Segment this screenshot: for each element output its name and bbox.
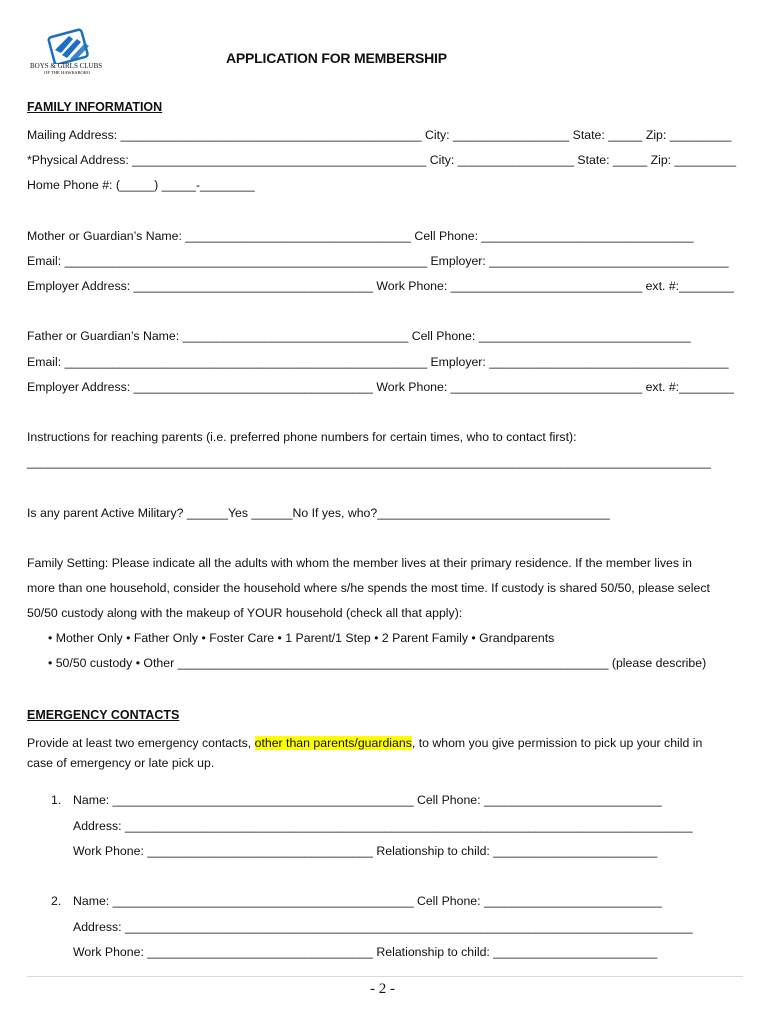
emergency-heading: EMERGENCY CONTACTS xyxy=(27,708,180,722)
physical-address-field[interactable]: *Physical Address: ___________________________________________ City: _________________ State: _____ Zip: _________ xyxy=(27,153,737,167)
contact-1-address-field[interactable]: Address: ___________________________________________________________________________________ xyxy=(73,819,693,833)
family-setting-text-1: Family Setting: Please indicate all the adults with whom the member lives at their primary residence. If the member lives in xyxy=(27,556,692,570)
father-employer-address-field[interactable]: Employer Address: ___________________________________ Work Phone: ____________________________ ext. #:________ xyxy=(27,380,734,394)
emergency-intro-2: case of emergency or late pick up. xyxy=(27,756,215,770)
family-setting-text-2: more than one household, consider the household where s/he spends the most time. If custody is shared 50/50, please select xyxy=(27,581,710,595)
footer-rule xyxy=(27,976,743,977)
contact-1-number: 1. xyxy=(51,793,62,807)
instructions-field[interactable]: ____________________________________________________________________________________________________ xyxy=(27,455,711,469)
clubs-hands-icon xyxy=(47,28,97,64)
mother-email-field[interactable]: Email: _____________________________________________________ Employer: ___________________________________ xyxy=(27,254,729,268)
household-options-2[interactable]: • 50/50 custody • Other _______________________________________________________________ (please describe) xyxy=(48,656,707,670)
mother-employer-address-field[interactable]: Employer Address: ___________________________________ Work Phone: ____________________________ ext. #:________ xyxy=(27,279,734,293)
instructions-label: Instructions for reaching parents (i.e. preferred phone numbers for certain times, who to contact first): xyxy=(27,430,577,444)
page-number: - 2 - xyxy=(370,981,395,997)
home-phone-field[interactable]: Home Phone #: (_____) _____-________ xyxy=(27,178,255,192)
contact-2-number: 2. xyxy=(51,894,62,908)
household-options-1[interactable]: • Mother Only • Father Only • Foster Care • 1 Parent/1 Step • 2 Parent Family • Grandparents xyxy=(48,631,555,645)
family-heading: FAMILY INFORMATION xyxy=(27,100,163,114)
contact-2-work-field[interactable]: Work Phone: _________________________________ Relationship to child: ________________________ xyxy=(73,945,658,959)
contact-1-work-field[interactable]: Work Phone: _________________________________ Relationship to child: ________________________ xyxy=(73,844,658,858)
contact-1-name-field[interactable]: Name: ____________________________________________ Cell Phone: __________________________ xyxy=(73,793,662,807)
contact-2-address-field[interactable]: Address: ___________________________________________________________________________________ xyxy=(73,920,693,934)
mailing-address-field[interactable]: Mailing Address: ____________________________________________ City: _________________ State: _____ Zip: _________ xyxy=(27,128,732,142)
family-setting-text-3: 50/50 custody along with the makeup of YOUR household (check all that apply): xyxy=(27,606,463,620)
logo-subtitle: OF THE HAWKSBORO xyxy=(44,70,91,75)
page-title: APPLICATION FOR MEMBERSHIP xyxy=(226,50,447,66)
mother-name-field[interactable]: Mother or Guardian’s Name: _________________________________ Cell Phone: _______________________________ xyxy=(27,229,694,243)
intro-text-a: Provide at least two emergency contacts, xyxy=(27,736,255,750)
contact-2-name-field[interactable]: Name: ____________________________________________ Cell Phone: __________________________ xyxy=(73,894,662,908)
logo-name: BOYS & GIRLS CLUBS xyxy=(30,62,103,70)
father-email-field[interactable]: Email: _____________________________________________________ Employer: ___________________________________ xyxy=(27,355,729,369)
military-field[interactable]: Is any parent Active Military? ______Yes ______No If yes, who?__________________________________ xyxy=(27,506,610,520)
logo xyxy=(28,28,118,78)
father-name-field[interactable]: Father or Guardian’s Name: _________________________________ Cell Phone: _______________________________ xyxy=(27,329,691,343)
emergency-intro-1 xyxy=(27,736,702,750)
intro-text-b: , to whom you give permission to pick up your child in xyxy=(411,736,703,750)
intro-highlight: other than parents/guardians xyxy=(254,736,412,750)
